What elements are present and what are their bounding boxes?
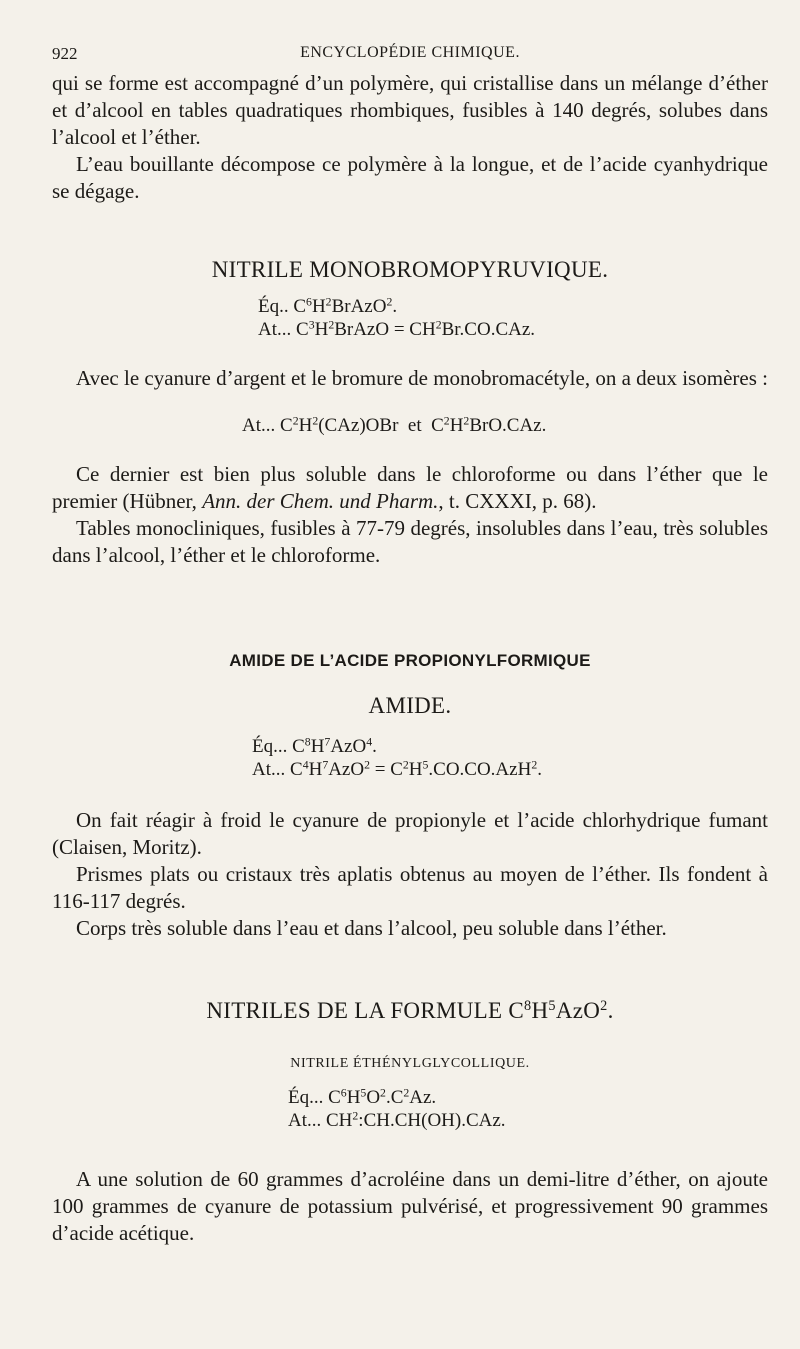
page xyxy=(52,30,768,1247)
section1-paragraph-2: Ce dernier est bien plus soluble dans le chloroforme ou dans l’éther que le premier (Hübner, Ann. der Chem. und Pharm., t. CXXXI, p. 68). xyxy=(52,462,768,513)
section1-paragraph-3: Tables monocliniques, fusibles à 77-79 degrés, insolubles dans l’eau, très solubles dans l’alcool, l’éther et le chloroforme. xyxy=(52,516,768,567)
formula-at: $C^4H^7AzO^2 = C^2H^5.CO.CO.AzH^2$. xyxy=(290,758,542,780)
formula-eq: $C^6H^2BrAzO^2$. xyxy=(293,295,398,317)
formula-label: Éq.. xyxy=(258,296,289,317)
section-title-amide-acide-propionylformique: AMIDE DE L’ACIDE PROPIONYLFORMIQUE xyxy=(229,651,591,670)
section-subtitle-nitrile-ethenylglycollique: NITRILE ÉTHÉNYLGLYCOLLIQUE. xyxy=(290,1056,530,1071)
intro-paragraph-2: L’eau bouillante décompose ce polymère à la longue, et de l’acide cyanhydrique se dégage. xyxy=(52,152,768,203)
formula-block xyxy=(252,735,768,781)
page-header xyxy=(52,30,768,64)
intro-paragraph-1: qui se forme est accompagné d’un polymère, qui cristallise dans un mélange d’éther et d’alcool en tables quadratiques rhombiques, fusibles à 140 degrés, solubes dans l’alcool et l’éther. xyxy=(52,71,768,149)
formula-label: At... xyxy=(252,759,286,780)
formula-eq: $C^6H^5O^2.C^2Az$. xyxy=(328,1086,437,1108)
formula-label: Éq... xyxy=(252,736,288,757)
section2-paragraph-1: On fait réagir à froid le cyanure de propionyle et l’acide chlorhydrique fumant (Claisen, Moritz). xyxy=(52,808,768,859)
section-title-nitriles-formule: NITRILES DE LA FORMULE $C^8H^5AzO^2$. xyxy=(206,998,614,1023)
isomers-formula xyxy=(242,414,768,437)
formula-label: At... xyxy=(288,1110,322,1131)
formula-block xyxy=(288,1086,768,1132)
formula-at: $CH^2:CH.CH(OH).CAz$. xyxy=(326,1109,506,1131)
section2-paragraph-2: Prismes plats ou cristaux très aplatis obtenus au moyen de l’éther. Ils fondent à 116-117 degrés. xyxy=(52,862,768,913)
running-title: ENCYCLOPÉDIE CHIMIQUE. xyxy=(300,44,520,61)
page-number: 922 xyxy=(52,44,78,63)
formula-label: Éq... xyxy=(288,1087,324,1108)
formula-eq: $C^8H^7AzO^4$. xyxy=(292,735,377,757)
section2-paragraph-3: Corps très soluble dans l’eau et dans l’alcool, peu soluble dans l’éther. xyxy=(76,916,667,940)
section-subtitle-amide: AMIDE. xyxy=(368,693,452,718)
section1-paragraph-1: Avec le cyanure d’argent et le bromure de monobromacétyle, on a deux isomères : xyxy=(76,366,768,390)
formula-block xyxy=(258,295,768,341)
section-title-nitrile-monobromopyruvique: NITRILE MONOBROMOPYRUVIQUE. xyxy=(211,257,609,282)
section3-paragraph-1: A une solution de 60 grammes d’acroléine dans un demi-litre d’éther, on ajoute 100 grammes de cyanure de potassium pulvérisé, et progressivement 90 grammes d’acide acétique. xyxy=(52,1167,768,1245)
formula-label: At... xyxy=(242,415,276,436)
formula-isomers: $C^2H^2(CAz)OBr$ et $C^2H^2BrO.CAz$. xyxy=(280,414,547,436)
formula-at: $C^3H^2BrAzO = CH^2Br.CO.CAz$. xyxy=(296,318,536,340)
formula-label: At... xyxy=(258,319,292,340)
